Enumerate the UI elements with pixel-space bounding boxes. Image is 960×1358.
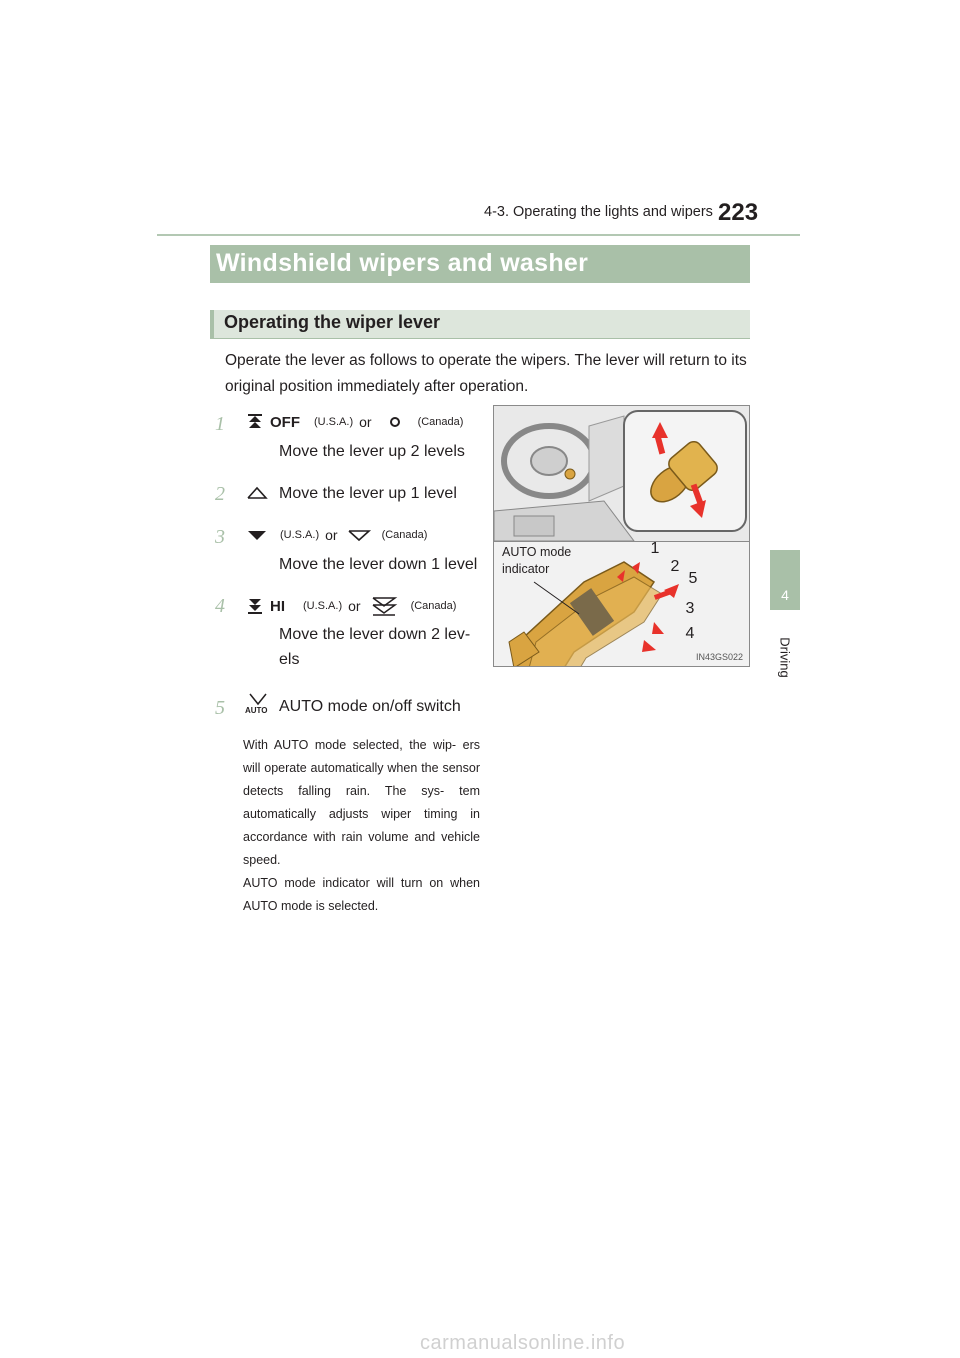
intro-paragraph: Operate the lever as follows to operate the wipers. The lever will return to its original position immediately after operation. xyxy=(225,352,747,395)
running-header: 4-3. Operating the lights and wipers xyxy=(484,204,713,220)
page-number: 223 xyxy=(718,199,759,226)
wiper-low-outline-icon xyxy=(344,528,374,542)
callout-5: 5 xyxy=(688,570,698,587)
item-1-icons xyxy=(246,413,463,431)
or-label: or xyxy=(359,414,372,430)
subsection-title-bar xyxy=(210,310,750,338)
item-text-5: AUTO mode on/off switch xyxy=(279,698,461,715)
usa-label: (U.S.A.) xyxy=(280,529,320,541)
item-4-icons xyxy=(246,596,456,616)
item-text-3: Move the lever down 1 level xyxy=(279,556,478,573)
off-label: OFF xyxy=(270,413,300,431)
item-number-1: 1 xyxy=(215,413,225,435)
callout-3: 3 xyxy=(685,600,695,617)
hi-label: HI xyxy=(270,597,285,615)
side-tab-number: 4 xyxy=(770,580,800,610)
canada-label: (Canada) xyxy=(410,600,457,612)
callout-4: 4 xyxy=(685,625,695,642)
subsection-rule xyxy=(210,338,750,339)
or-label: or xyxy=(348,598,361,614)
usa-label: (U.S.A.) xyxy=(303,600,343,612)
wiper-lever-figure xyxy=(493,405,750,667)
footer-watermark: carmanualsonline.info xyxy=(0,1330,960,1358)
figure-code: IN43GS022 xyxy=(695,652,743,662)
or-label: or xyxy=(325,527,338,543)
subsection-title: Operating the wiper lever xyxy=(224,312,441,332)
wiper-high-outline-icon xyxy=(367,596,401,616)
callout-2: 2 xyxy=(670,558,680,575)
auto-indicator-note: AUTO mode indicator will turn on when AUTO mode is selected. xyxy=(243,876,480,913)
wiper-mist-icon xyxy=(246,485,268,501)
auto-mode-indicator-label: AUTO mode indicator xyxy=(502,545,572,576)
side-tab-label: Driving xyxy=(777,636,793,678)
canada-label: (Canada) xyxy=(417,416,464,428)
item-text-4-line2: els xyxy=(279,651,300,668)
section-title: Windshield wipers and washer xyxy=(216,249,589,277)
item-number-4: 4 xyxy=(215,595,225,617)
auto-description: With AUTO mode selected, the wip- ers will operate automatically when the sensor detects falling rain. The sys- tem automatically adjusts wiper timing in accordance with rain volume and vehicle speed. xyxy=(243,738,480,867)
item-3-icons xyxy=(246,527,427,543)
wiper-high-icon xyxy=(246,597,264,615)
item-number-2: 2 xyxy=(215,483,225,505)
section-title-bar xyxy=(210,245,750,283)
wiper-off-circle-icon xyxy=(378,415,408,429)
canada-label: (Canada) xyxy=(381,529,428,541)
wiper-low-filled-icon xyxy=(246,528,268,542)
callout-1: 1 xyxy=(650,540,660,557)
item-number-5: 5 xyxy=(215,697,225,719)
header-rule xyxy=(157,234,800,236)
item-number-3: 3 xyxy=(215,526,225,548)
usa-label: (U.S.A.) xyxy=(314,416,354,428)
item-text-1: Move the lever up 2 levels xyxy=(279,443,465,460)
wiper-mist-off-icon xyxy=(246,413,264,431)
item-text-2: Move the lever up 1 level xyxy=(279,485,457,502)
item-text-4-line1: Move the lever down 2 lev- xyxy=(279,626,471,643)
auto-mode-icon: AUTO xyxy=(243,692,273,718)
dashboard-illustration xyxy=(494,406,750,541)
